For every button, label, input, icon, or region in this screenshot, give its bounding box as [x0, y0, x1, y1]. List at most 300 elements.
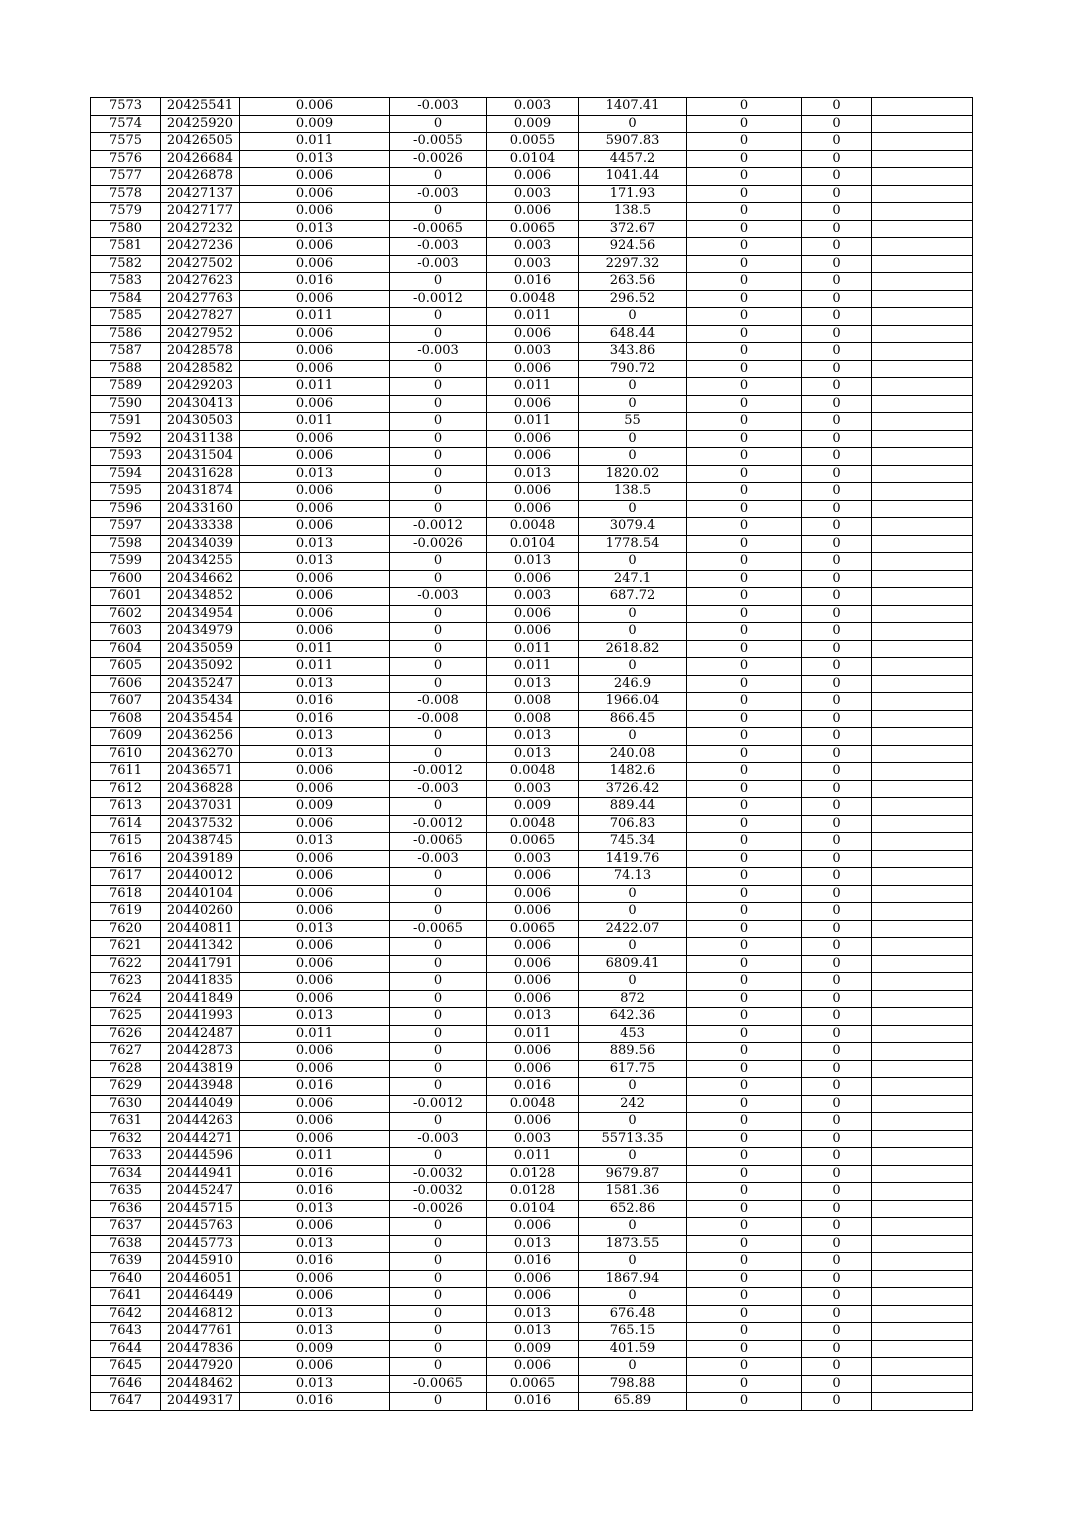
value-b-cell: 0 [802, 763, 872, 781]
value-a-cell: 0 [687, 1340, 802, 1358]
value-a-cell: 0 [687, 115, 802, 133]
account-id-cell: 20440260 [161, 903, 240, 921]
value-a-cell: 0 [687, 1113, 802, 1131]
value-b-cell: 0 [802, 150, 872, 168]
table-row [91, 675, 973, 693]
amount-cell: 2618.82 [579, 640, 687, 658]
adjustment-cell: 0 [390, 675, 487, 693]
row-number-cell: 7590 [91, 395, 161, 413]
table-row [91, 1270, 973, 1288]
adjustment-cell: -0.0032 [390, 1165, 487, 1183]
blank-cell [872, 1113, 973, 1131]
amount-cell: 872 [579, 990, 687, 1008]
adjustment-cell: -0.003 [390, 185, 487, 203]
table-row [91, 273, 973, 291]
table-row [91, 1043, 973, 1061]
row-number-cell: 7623 [91, 973, 161, 991]
row-number-cell: 7595 [91, 483, 161, 501]
amount-cell: 171.93 [579, 185, 687, 203]
amount-cell: 2297.32 [579, 255, 687, 273]
rate-cell: 0.006 [240, 990, 390, 1008]
account-id-cell: 20445773 [161, 1235, 240, 1253]
rate-cell: 0.013 [240, 920, 390, 938]
value-a-cell: 0 [687, 1323, 802, 1341]
account-id-cell: 20446051 [161, 1270, 240, 1288]
account-id-cell: 20444049 [161, 1095, 240, 1113]
value-a-cell: 0 [687, 535, 802, 553]
rate-cell: 0.016 [240, 273, 390, 291]
value-a-cell: 0 [687, 850, 802, 868]
rate-cell: 0.006 [240, 238, 390, 256]
table-row [91, 1165, 973, 1183]
blank-cell [872, 1025, 973, 1043]
blank-cell [872, 360, 973, 378]
adjustment-cell: 0 [390, 308, 487, 326]
rate-cell: 0.006 [240, 1130, 390, 1148]
blank-cell [872, 115, 973, 133]
value-a-cell: 0 [687, 553, 802, 571]
adjustment-cell: 0 [390, 395, 487, 413]
amount-cell: 924.56 [579, 238, 687, 256]
net-rate-cell: 0.013 [487, 1008, 579, 1026]
account-id-cell: 20431138 [161, 430, 240, 448]
value-b-cell: 0 [802, 1358, 872, 1376]
row-number-cell: 7637 [91, 1218, 161, 1236]
adjustment-cell: 0 [390, 483, 487, 501]
blank-cell [872, 203, 973, 221]
value-a-cell: 0 [687, 413, 802, 431]
account-id-cell: 20435454 [161, 710, 240, 728]
net-rate-cell: 0.006 [487, 955, 579, 973]
adjustment-cell: 0 [390, 623, 487, 641]
net-rate-cell: 0.011 [487, 308, 579, 326]
value-a-cell: 0 [687, 308, 802, 326]
account-id-cell: 20427177 [161, 203, 240, 221]
row-number-cell: 7641 [91, 1288, 161, 1306]
account-id-cell: 20434255 [161, 553, 240, 571]
value-b-cell: 0 [802, 1305, 872, 1323]
amount-cell: 1873.55 [579, 1235, 687, 1253]
table-row [91, 920, 973, 938]
rate-cell: 0.006 [240, 1095, 390, 1113]
row-number-cell: 7577 [91, 168, 161, 186]
account-id-cell: 20426878 [161, 168, 240, 186]
value-a-cell: 0 [687, 1060, 802, 1078]
table-body [91, 98, 973, 1411]
value-a-cell: 0 [687, 1165, 802, 1183]
value-b-cell: 0 [802, 378, 872, 396]
blank-cell [872, 1253, 973, 1271]
net-rate-cell: 0.016 [487, 273, 579, 291]
adjustment-cell: -0.0012 [390, 290, 487, 308]
row-number-cell: 7635 [91, 1183, 161, 1201]
value-a-cell: 0 [687, 1218, 802, 1236]
rate-cell: 0.013 [240, 1375, 390, 1393]
account-id-cell: 20425920 [161, 115, 240, 133]
amount-cell: 0 [579, 623, 687, 641]
table-row [91, 238, 973, 256]
table-row [91, 1253, 973, 1271]
row-number-cell: 7605 [91, 658, 161, 676]
adjustment-cell: 0 [390, 203, 487, 221]
table-row [91, 185, 973, 203]
account-id-cell: 20431628 [161, 465, 240, 483]
blank-cell [872, 1218, 973, 1236]
row-number-cell: 7622 [91, 955, 161, 973]
account-id-cell: 20436828 [161, 780, 240, 798]
value-a-cell: 0 [687, 500, 802, 518]
table-row [91, 1218, 973, 1236]
adjustment-cell: -0.003 [390, 850, 487, 868]
blank-cell [872, 1200, 973, 1218]
net-rate-cell: 0.016 [487, 1393, 579, 1411]
amount-cell: 296.52 [579, 290, 687, 308]
rate-cell: 0.009 [240, 798, 390, 816]
amount-cell: 138.5 [579, 483, 687, 501]
value-a-cell: 0 [687, 378, 802, 396]
value-a-cell: 0 [687, 1253, 802, 1271]
table-row [91, 220, 973, 238]
adjustment-cell: 0 [390, 360, 487, 378]
value-a-cell: 0 [687, 693, 802, 711]
net-rate-cell: 0.0104 [487, 150, 579, 168]
blank-cell [872, 990, 973, 1008]
rate-cell: 0.013 [240, 535, 390, 553]
adjustment-cell: 0 [390, 798, 487, 816]
rate-cell: 0.006 [240, 938, 390, 956]
net-rate-cell: 0.006 [487, 973, 579, 991]
value-b-cell: 0 [802, 780, 872, 798]
rate-cell: 0.006 [240, 1358, 390, 1376]
value-b-cell: 0 [802, 395, 872, 413]
rate-cell: 0.013 [240, 745, 390, 763]
account-id-cell: 20434979 [161, 623, 240, 641]
rate-cell: 0.006 [240, 1113, 390, 1131]
amount-cell: 1867.94 [579, 1270, 687, 1288]
blank-cell [872, 675, 973, 693]
adjustment-cell: 0 [390, 325, 487, 343]
blank-cell [872, 535, 973, 553]
row-number-cell: 7576 [91, 150, 161, 168]
adjustment-cell: -0.0065 [390, 920, 487, 938]
value-a-cell: 0 [687, 798, 802, 816]
adjustment-cell: 0 [390, 413, 487, 431]
value-b-cell: 0 [802, 535, 872, 553]
table-row [91, 938, 973, 956]
blank-cell [872, 570, 973, 588]
rate-cell: 0.006 [240, 763, 390, 781]
account-id-cell: 20434954 [161, 605, 240, 623]
rate-cell: 0.013 [240, 553, 390, 571]
value-a-cell: 0 [687, 1235, 802, 1253]
row-number-cell: 7575 [91, 133, 161, 151]
amount-cell: 642.36 [579, 1008, 687, 1026]
value-a-cell: 0 [687, 920, 802, 938]
table-row [91, 955, 973, 973]
row-number-cell: 7629 [91, 1078, 161, 1096]
blank-cell [872, 903, 973, 921]
account-id-cell: 20435434 [161, 693, 240, 711]
blank-cell [872, 1393, 973, 1411]
row-number-cell: 7619 [91, 903, 161, 921]
account-id-cell: 20442873 [161, 1043, 240, 1061]
value-a-cell: 0 [687, 395, 802, 413]
row-number-cell: 7606 [91, 675, 161, 693]
rate-cell: 0.006 [240, 395, 390, 413]
table-row [91, 500, 973, 518]
net-rate-cell: 0.006 [487, 1270, 579, 1288]
table-row [91, 1113, 973, 1131]
amount-cell: 0 [579, 378, 687, 396]
account-id-cell: 20447761 [161, 1323, 240, 1341]
row-number-cell: 7603 [91, 623, 161, 641]
account-id-cell: 20431504 [161, 448, 240, 466]
blank-cell [872, 343, 973, 361]
amount-cell: 617.75 [579, 1060, 687, 1078]
account-id-cell: 20427232 [161, 220, 240, 238]
table-row [91, 168, 973, 186]
adjustment-cell: 0 [390, 745, 487, 763]
adjustment-cell: -0.003 [390, 98, 487, 116]
row-number-cell: 7593 [91, 448, 161, 466]
adjustment-cell: -0.003 [390, 588, 487, 606]
rate-cell: 0.006 [240, 1288, 390, 1306]
value-a-cell: 0 [687, 990, 802, 1008]
value-a-cell: 0 [687, 745, 802, 763]
amount-cell: 0 [579, 605, 687, 623]
rate-cell: 0.013 [240, 1235, 390, 1253]
rate-cell: 0.016 [240, 1183, 390, 1201]
blank-cell [872, 553, 973, 571]
amount-cell: 55713.35 [579, 1130, 687, 1148]
row-number-cell: 7583 [91, 273, 161, 291]
amount-cell: 648.44 [579, 325, 687, 343]
adjustment-cell: 0 [390, 1323, 487, 1341]
blank-cell [872, 1060, 973, 1078]
amount-cell: 1966.04 [579, 693, 687, 711]
net-rate-cell: 0.011 [487, 378, 579, 396]
amount-cell: 453 [579, 1025, 687, 1043]
value-a-cell: 0 [687, 343, 802, 361]
account-id-cell: 20435059 [161, 640, 240, 658]
rate-cell: 0.006 [240, 868, 390, 886]
net-rate-cell: 0.011 [487, 1148, 579, 1166]
row-number-cell: 7607 [91, 693, 161, 711]
account-id-cell: 20437532 [161, 815, 240, 833]
rate-cell: 0.011 [240, 640, 390, 658]
rate-cell: 0.016 [240, 1253, 390, 1271]
net-rate-cell: 0.006 [487, 1060, 579, 1078]
table-row [91, 1323, 973, 1341]
rate-cell: 0.006 [240, 185, 390, 203]
value-a-cell: 0 [687, 273, 802, 291]
table-row [91, 588, 973, 606]
net-rate-cell: 0.006 [487, 903, 579, 921]
blank-cell [872, 710, 973, 728]
adjustment-cell: 0 [390, 1078, 487, 1096]
amount-cell: 0 [579, 500, 687, 518]
value-b-cell: 0 [802, 255, 872, 273]
row-number-cell: 7574 [91, 115, 161, 133]
net-rate-cell: 0.003 [487, 255, 579, 273]
rate-cell: 0.013 [240, 1305, 390, 1323]
account-id-cell: 20440012 [161, 868, 240, 886]
account-id-cell: 20427763 [161, 290, 240, 308]
value-b-cell: 0 [802, 745, 872, 763]
table-row [91, 710, 973, 728]
value-a-cell: 0 [687, 1358, 802, 1376]
table-row [91, 290, 973, 308]
net-rate-cell: 0.006 [487, 203, 579, 221]
blank-cell [872, 150, 973, 168]
value-b-cell: 0 [802, 1375, 872, 1393]
table-row [91, 745, 973, 763]
value-a-cell: 0 [687, 728, 802, 746]
table-row [91, 833, 973, 851]
net-rate-cell: 0.006 [487, 500, 579, 518]
net-rate-cell: 0.013 [487, 675, 579, 693]
row-number-cell: 7604 [91, 640, 161, 658]
account-id-cell: 20446812 [161, 1305, 240, 1323]
net-rate-cell: 0.003 [487, 850, 579, 868]
account-id-cell: 20441993 [161, 1008, 240, 1026]
amount-cell: 240.08 [579, 745, 687, 763]
blank-cell [872, 1358, 973, 1376]
amount-cell: 74.13 [579, 868, 687, 886]
value-b-cell: 0 [802, 343, 872, 361]
row-number-cell: 7589 [91, 378, 161, 396]
net-rate-cell: 0.006 [487, 448, 579, 466]
value-a-cell: 0 [687, 833, 802, 851]
row-number-cell: 7578 [91, 185, 161, 203]
table-row [91, 1305, 973, 1323]
amount-cell: 1778.54 [579, 535, 687, 553]
value-a-cell: 0 [687, 1043, 802, 1061]
value-b-cell: 0 [802, 955, 872, 973]
row-number-cell: 7645 [91, 1358, 161, 1376]
rate-cell: 0.006 [240, 815, 390, 833]
rate-cell: 0.013 [240, 833, 390, 851]
row-number-cell: 7638 [91, 1235, 161, 1253]
adjustment-cell: -0.0032 [390, 1183, 487, 1201]
blank-cell [872, 273, 973, 291]
adjustment-cell: 0 [390, 570, 487, 588]
value-b-cell: 0 [802, 605, 872, 623]
value-a-cell: 0 [687, 658, 802, 676]
net-rate-cell: 0.0104 [487, 535, 579, 553]
table-row [91, 535, 973, 553]
value-b-cell: 0 [802, 203, 872, 221]
net-rate-cell: 0.003 [487, 238, 579, 256]
row-number-cell: 7640 [91, 1270, 161, 1288]
net-rate-cell: 0.006 [487, 570, 579, 588]
adjustment-cell: 0 [390, 640, 487, 658]
value-a-cell: 0 [687, 518, 802, 536]
net-rate-cell: 0.0048 [487, 763, 579, 781]
blank-cell [872, 885, 973, 903]
amount-cell: 1041.44 [579, 168, 687, 186]
amount-cell: 889.56 [579, 1043, 687, 1061]
blank-cell [872, 780, 973, 798]
value-b-cell: 0 [802, 1165, 872, 1183]
blank-cell [872, 518, 973, 536]
value-b-cell: 0 [802, 693, 872, 711]
net-rate-cell: 0.006 [487, 990, 579, 1008]
adjustment-cell: 0 [390, 1043, 487, 1061]
blank-cell [872, 745, 973, 763]
blank-cell [872, 1340, 973, 1358]
table-row [91, 1200, 973, 1218]
account-id-cell: 20434662 [161, 570, 240, 588]
account-id-cell: 20444596 [161, 1148, 240, 1166]
amount-cell: 372.67 [579, 220, 687, 238]
account-id-cell: 20427236 [161, 238, 240, 256]
amount-cell: 0 [579, 553, 687, 571]
blank-cell [872, 1043, 973, 1061]
account-id-cell: 20434852 [161, 588, 240, 606]
rate-cell: 0.006 [240, 1270, 390, 1288]
row-number-cell: 7616 [91, 850, 161, 868]
rate-cell: 0.006 [240, 1060, 390, 1078]
net-rate-cell: 0.0055 [487, 133, 579, 151]
blank-cell [872, 1235, 973, 1253]
account-id-cell: 20433160 [161, 500, 240, 518]
table-row [91, 973, 973, 991]
value-a-cell: 0 [687, 255, 802, 273]
row-number-cell: 7609 [91, 728, 161, 746]
amount-cell: 889.44 [579, 798, 687, 816]
table-row [91, 640, 973, 658]
blank-cell [872, 833, 973, 851]
account-id-cell: 20449317 [161, 1393, 240, 1411]
amount-cell: 4457.2 [579, 150, 687, 168]
rate-cell: 0.006 [240, 168, 390, 186]
value-a-cell: 0 [687, 885, 802, 903]
row-number-cell: 7632 [91, 1130, 161, 1148]
net-rate-cell: 0.013 [487, 728, 579, 746]
net-rate-cell: 0.003 [487, 98, 579, 116]
net-rate-cell: 0.0065 [487, 1375, 579, 1393]
rate-cell: 0.011 [240, 133, 390, 151]
table-row [91, 448, 973, 466]
adjustment-cell: 0 [390, 430, 487, 448]
table-row [91, 1375, 973, 1393]
blank-cell [872, 98, 973, 116]
value-b-cell: 0 [802, 658, 872, 676]
blank-cell [872, 1323, 973, 1341]
row-number-cell: 7614 [91, 815, 161, 833]
value-b-cell: 0 [802, 413, 872, 431]
value-b-cell: 0 [802, 833, 872, 851]
net-rate-cell: 0.003 [487, 780, 579, 798]
amount-cell: 247.1 [579, 570, 687, 588]
value-a-cell: 0 [687, 1130, 802, 1148]
adjustment-cell: -0.003 [390, 1130, 487, 1148]
adjustment-cell: 0 [390, 1060, 487, 1078]
amount-cell: 652.86 [579, 1200, 687, 1218]
rate-cell: 0.006 [240, 850, 390, 868]
value-b-cell: 0 [802, 1253, 872, 1271]
value-a-cell: 0 [687, 570, 802, 588]
value-b-cell: 0 [802, 885, 872, 903]
value-a-cell: 0 [687, 1148, 802, 1166]
rate-cell: 0.013 [240, 1200, 390, 1218]
amount-cell: 0 [579, 903, 687, 921]
amount-cell: 0 [579, 728, 687, 746]
account-id-cell: 20437031 [161, 798, 240, 816]
rate-cell: 0.006 [240, 570, 390, 588]
blank-cell [872, 1305, 973, 1323]
